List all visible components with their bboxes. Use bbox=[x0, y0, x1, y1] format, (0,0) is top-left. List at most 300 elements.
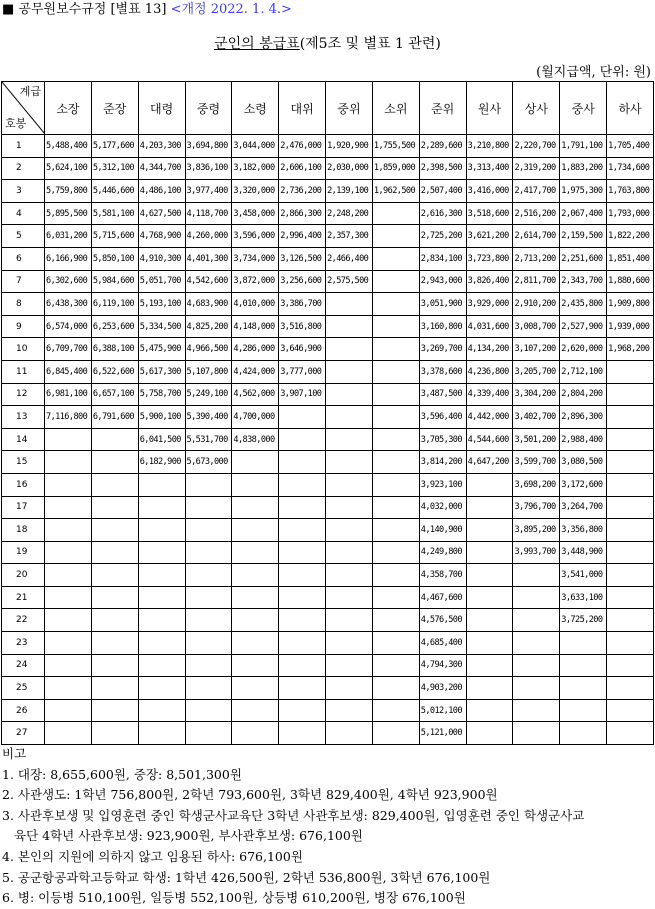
salary-cell bbox=[45, 473, 92, 496]
salary-cell: 1,968,200 bbox=[607, 338, 654, 361]
salary-cell: 3,107,200 bbox=[513, 338, 560, 361]
salary-cell: 3,264,700 bbox=[560, 496, 607, 519]
salary-cell bbox=[91, 722, 138, 745]
salary-cell bbox=[466, 496, 513, 519]
salary-cell bbox=[185, 677, 232, 700]
salary-cell bbox=[372, 722, 419, 745]
salary-cell bbox=[185, 586, 232, 609]
salary-cell: 5,249,100 bbox=[185, 383, 232, 406]
salary-cell bbox=[138, 609, 185, 632]
salary-cell: 3,320,000 bbox=[232, 180, 279, 203]
salary-cell: 2,357,300 bbox=[326, 225, 373, 248]
table-row bbox=[2, 609, 654, 632]
table-row bbox=[2, 180, 654, 203]
salary-cell bbox=[279, 609, 326, 632]
salary-cell: 5,581,100 bbox=[91, 202, 138, 225]
salary-cell: 2,248,200 bbox=[326, 202, 373, 225]
salary-cell: 6,253,600 bbox=[91, 315, 138, 338]
salary-cell bbox=[372, 586, 419, 609]
salary-cell: 6,031,200 bbox=[45, 225, 92, 248]
step-cell: 16 bbox=[2, 473, 45, 496]
step-cell: 13 bbox=[2, 406, 45, 429]
salary-cell bbox=[607, 519, 654, 542]
salary-cell: 3,458,000 bbox=[232, 202, 279, 225]
salary-cell bbox=[185, 722, 232, 745]
salary-cell: 4,031,600 bbox=[466, 315, 513, 338]
salary-cell: 3,814,200 bbox=[419, 451, 466, 474]
salary-cell bbox=[326, 609, 373, 632]
salary-cell: 6,522,600 bbox=[91, 360, 138, 383]
salary-cell: 2,466,400 bbox=[326, 247, 373, 270]
table-row bbox=[2, 270, 654, 293]
salary-cell bbox=[45, 428, 92, 451]
salary-cell: 3,080,500 bbox=[560, 451, 607, 474]
salary-cell: 2,289,600 bbox=[419, 135, 466, 158]
salary-cell: 2,319,200 bbox=[513, 157, 560, 180]
table-row bbox=[2, 451, 654, 474]
salary-cell: 1,851,400 bbox=[607, 247, 654, 270]
salary-cell: 3,378,600 bbox=[419, 360, 466, 383]
salary-cell bbox=[372, 225, 419, 248]
salary-cell: 4,910,300 bbox=[138, 247, 185, 270]
salary-cell bbox=[91, 541, 138, 564]
salary-cell bbox=[138, 632, 185, 655]
step-cell: 15 bbox=[2, 451, 45, 474]
salary-cell: 2,251,600 bbox=[560, 247, 607, 270]
salary-cell: 5,121,000 bbox=[419, 722, 466, 745]
salary-cell bbox=[607, 632, 654, 655]
step-cell: 8 bbox=[2, 293, 45, 316]
salary-cell: 5,984,600 bbox=[91, 270, 138, 293]
salary-cell: 1,975,300 bbox=[560, 180, 607, 203]
regulation-header bbox=[2, 0, 292, 20]
salary-cell: 3,205,700 bbox=[513, 360, 560, 383]
salary-cell bbox=[185, 519, 232, 542]
salary-cell: 3,977,400 bbox=[185, 180, 232, 203]
salary-cell: 5,312,100 bbox=[91, 157, 138, 180]
column-header: 중령 bbox=[185, 82, 232, 135]
salary-cell: 6,657,100 bbox=[91, 383, 138, 406]
salary-cell bbox=[326, 360, 373, 383]
column-header: 대위 bbox=[279, 82, 326, 135]
table-row bbox=[2, 202, 654, 225]
salary-cell bbox=[185, 473, 232, 496]
salary-cell: 3,599,700 bbox=[513, 451, 560, 474]
salary-cell: 4,544,600 bbox=[466, 428, 513, 451]
notes-heading: 비고 bbox=[2, 746, 27, 761]
step-cell: 17 bbox=[2, 496, 45, 519]
salary-cell: 6,709,700 bbox=[45, 338, 92, 361]
salary-cell bbox=[607, 586, 654, 609]
salary-cell: 2,343,700 bbox=[560, 270, 607, 293]
salary-cell: 3,182,000 bbox=[232, 157, 279, 180]
salary-cell: 3,698,200 bbox=[513, 473, 560, 496]
salary-cell bbox=[45, 677, 92, 700]
unit-note: (월지급액, 단위: 원) bbox=[536, 65, 651, 80]
salary-cell: 3,777,000 bbox=[279, 360, 326, 383]
salary-cell bbox=[466, 699, 513, 722]
table-row bbox=[2, 699, 654, 722]
salary-cell: 4,260,000 bbox=[185, 225, 232, 248]
salary-cell bbox=[138, 519, 185, 542]
step-cell: 12 bbox=[2, 383, 45, 406]
salary-cell bbox=[279, 586, 326, 609]
salary-cell bbox=[45, 496, 92, 519]
salary-cell: 4,140,900 bbox=[419, 519, 466, 542]
salary-cell bbox=[279, 428, 326, 451]
salary-cell bbox=[45, 609, 92, 632]
step-cell: 1 bbox=[2, 135, 45, 158]
table-corner-cell bbox=[2, 82, 45, 135]
salary-cell: 6,182,900 bbox=[138, 451, 185, 474]
salary-cell bbox=[372, 541, 419, 564]
salary-cell bbox=[372, 247, 419, 270]
salary-cell: 4,148,000 bbox=[232, 315, 279, 338]
salary-cell: 3,172,600 bbox=[560, 473, 607, 496]
salary-cell bbox=[279, 677, 326, 700]
salary-cell: 3,694,800 bbox=[185, 135, 232, 158]
salary-cell bbox=[138, 496, 185, 519]
salary-cell: 4,794,300 bbox=[419, 654, 466, 677]
salary-cell bbox=[607, 496, 654, 519]
salary-cell: 5,488,400 bbox=[45, 135, 92, 158]
salary-cell: 2,988,400 bbox=[560, 428, 607, 451]
salary-cell bbox=[560, 654, 607, 677]
salary-cell bbox=[45, 722, 92, 745]
salary-cell bbox=[45, 519, 92, 542]
salary-cell bbox=[279, 541, 326, 564]
salary-cell: 5,900,100 bbox=[138, 406, 185, 429]
salary-cell bbox=[513, 699, 560, 722]
salary-cell: 4,286,000 bbox=[232, 338, 279, 361]
step-cell: 24 bbox=[2, 654, 45, 677]
note-item: 4. 본인의 지원에 의하지 않고 임용된 하사: 676,100원 bbox=[2, 848, 303, 864]
salary-cell: 3,923,100 bbox=[419, 473, 466, 496]
salary-cell: 3,705,300 bbox=[419, 428, 466, 451]
note-item: 2. 사관생도: 1학년 756,800원, 2학년 793,600원, 3학년 829,400원, 4학년 923,900원 bbox=[2, 787, 498, 803]
salary-cell bbox=[232, 519, 279, 542]
salary-cell: 3,256,600 bbox=[279, 270, 326, 293]
salary-cell: 5,715,600 bbox=[91, 225, 138, 248]
salary-cell bbox=[138, 586, 185, 609]
salary-cell bbox=[45, 632, 92, 655]
salary-cell bbox=[326, 699, 373, 722]
salary-cell bbox=[91, 519, 138, 542]
salary-cell: 2,220,700 bbox=[513, 135, 560, 158]
salary-cell: 2,620,000 bbox=[560, 338, 607, 361]
salary-cell: 4,442,000 bbox=[466, 406, 513, 429]
step-cell: 7 bbox=[2, 270, 45, 293]
salary-cell bbox=[91, 632, 138, 655]
salary-cell: 3,734,000 bbox=[232, 247, 279, 270]
salary-cell bbox=[279, 406, 326, 429]
salary-cell: 6,041,500 bbox=[138, 428, 185, 451]
column-header: 준위 bbox=[419, 82, 466, 135]
salary-cell bbox=[513, 586, 560, 609]
salary-cell bbox=[326, 541, 373, 564]
salary-cell: 2,996,400 bbox=[279, 225, 326, 248]
salary-cell bbox=[185, 699, 232, 722]
salary-cell: 6,119,100 bbox=[91, 293, 138, 316]
step-cell: 20 bbox=[2, 564, 45, 587]
salary-cell: 3,126,500 bbox=[279, 247, 326, 270]
salary-cell bbox=[326, 496, 373, 519]
salary-cell: 2,866,300 bbox=[279, 202, 326, 225]
salary-cell: 3,269,700 bbox=[419, 338, 466, 361]
salary-cell bbox=[372, 473, 419, 496]
salary-cell: 4,647,200 bbox=[466, 451, 513, 474]
salary-cell: 4,700,000 bbox=[232, 406, 279, 429]
salary-cell bbox=[279, 699, 326, 722]
salary-cell: 4,903,200 bbox=[419, 677, 466, 700]
salary-cell: 3,646,900 bbox=[279, 338, 326, 361]
salary-cell bbox=[91, 496, 138, 519]
salary-cell bbox=[138, 473, 185, 496]
salary-cell bbox=[232, 473, 279, 496]
column-header: 하사 bbox=[607, 82, 654, 135]
salary-cell: 2,606,100 bbox=[279, 157, 326, 180]
column-header: 대령 bbox=[138, 82, 185, 135]
salary-cell bbox=[91, 609, 138, 632]
salary-cell: 4,010,000 bbox=[232, 293, 279, 316]
corner-rank-label: 계급 bbox=[19, 85, 41, 98]
salary-cell: 4,966,500 bbox=[185, 338, 232, 361]
salary-cell bbox=[91, 654, 138, 677]
salary-cell bbox=[513, 632, 560, 655]
salary-cell: 3,448,900 bbox=[560, 541, 607, 564]
salary-cell bbox=[232, 722, 279, 745]
salary-cell bbox=[607, 383, 654, 406]
salary-cell: 4,424,000 bbox=[232, 360, 279, 383]
column-header: 준장 bbox=[91, 82, 138, 135]
step-cell: 4 bbox=[2, 202, 45, 225]
salary-cell: 3,596,000 bbox=[232, 225, 279, 248]
salary-cell: 2,736,200 bbox=[279, 180, 326, 203]
salary-cell: 4,562,000 bbox=[232, 383, 279, 406]
step-cell: 6 bbox=[2, 247, 45, 270]
salary-cell: 5,051,700 bbox=[138, 270, 185, 293]
column-header: 상사 bbox=[513, 82, 560, 135]
note-item: 5. 공군항공과학고등학교 학생: 1학년 426,500원, 2학년 536,800원, 3학년 676,100원 bbox=[2, 869, 491, 885]
salary-cell bbox=[232, 586, 279, 609]
salary-cell bbox=[372, 428, 419, 451]
table-row bbox=[2, 473, 654, 496]
salary-cell bbox=[45, 654, 92, 677]
salary-cell bbox=[560, 677, 607, 700]
salary-cell bbox=[45, 586, 92, 609]
salary-cell: 3,313,400 bbox=[466, 157, 513, 180]
salary-cell: 3,993,700 bbox=[513, 541, 560, 564]
step-cell: 5 bbox=[2, 225, 45, 248]
salary-cell: 3,596,400 bbox=[419, 406, 466, 429]
salary-cell bbox=[372, 338, 419, 361]
notes-section bbox=[2, 744, 654, 909]
salary-cell: 2,725,200 bbox=[419, 225, 466, 248]
salary-cell bbox=[279, 496, 326, 519]
salary-cell: 3,633,100 bbox=[560, 586, 607, 609]
salary-cell: 3,501,200 bbox=[513, 428, 560, 451]
salary-cell: 1,793,000 bbox=[607, 202, 654, 225]
salary-cell: 2,575,500 bbox=[326, 270, 373, 293]
salary-cell: 2,834,100 bbox=[419, 247, 466, 270]
salary-cell: 4,344,700 bbox=[138, 157, 185, 180]
salary-cell bbox=[372, 654, 419, 677]
salary-cell bbox=[607, 609, 654, 632]
table-row bbox=[2, 564, 654, 587]
salary-cell bbox=[607, 699, 654, 722]
salary-cell: 4,825,200 bbox=[185, 315, 232, 338]
table-row bbox=[2, 541, 654, 564]
salary-cell bbox=[466, 609, 513, 632]
salary-cell: 2,067,400 bbox=[560, 202, 607, 225]
salary-cell bbox=[326, 519, 373, 542]
salary-cell: 5,193,100 bbox=[138, 293, 185, 316]
salary-cell: 4,838,000 bbox=[232, 428, 279, 451]
salary-cell: 5,759,800 bbox=[45, 180, 92, 203]
salary-cell bbox=[326, 473, 373, 496]
salary-cell bbox=[466, 677, 513, 700]
salary-cell bbox=[232, 609, 279, 632]
salary-cell: 4,401,300 bbox=[185, 247, 232, 270]
salary-cell bbox=[372, 609, 419, 632]
salary-cell bbox=[607, 360, 654, 383]
table-row bbox=[2, 360, 654, 383]
table-row bbox=[2, 406, 654, 429]
salary-cell: 1,859,000 bbox=[372, 157, 419, 180]
salary-cell bbox=[560, 632, 607, 655]
salary-cell bbox=[279, 722, 326, 745]
salary-cell bbox=[185, 654, 232, 677]
table-row bbox=[2, 247, 654, 270]
table-row bbox=[2, 654, 654, 677]
salary-cell: 1,883,200 bbox=[560, 157, 607, 180]
step-cell: 22 bbox=[2, 609, 45, 632]
salary-cell: 2,804,200 bbox=[560, 383, 607, 406]
salary-cell: 3,160,800 bbox=[419, 315, 466, 338]
salary-cell: 5,390,400 bbox=[185, 406, 232, 429]
salary-cell bbox=[372, 519, 419, 542]
column-header: 소장 bbox=[45, 82, 92, 135]
salary-cell bbox=[232, 564, 279, 587]
note-item: 1. 대장: 8,655,600원, 중장: 8,501,300원 bbox=[2, 766, 242, 782]
salary-cell: 6,438,300 bbox=[45, 293, 92, 316]
table-row bbox=[2, 338, 654, 361]
corner-step-label: 호봉 bbox=[5, 117, 27, 130]
salary-cell bbox=[91, 586, 138, 609]
step-cell: 14 bbox=[2, 428, 45, 451]
salary-cell: 3,487,500 bbox=[419, 383, 466, 406]
salary-cell: 7,116,800 bbox=[45, 406, 92, 429]
salary-cell: 4,685,400 bbox=[419, 632, 466, 655]
salary-cell: 5,624,100 bbox=[45, 157, 92, 180]
salary-cell bbox=[326, 586, 373, 609]
salary-cell: 3,895,200 bbox=[513, 519, 560, 542]
column-header: 중사 bbox=[560, 82, 607, 135]
salary-cell bbox=[45, 564, 92, 587]
salary-cell bbox=[279, 519, 326, 542]
salary-cell: 3,402,700 bbox=[513, 406, 560, 429]
salary-cell: 4,134,200 bbox=[466, 338, 513, 361]
salary-cell bbox=[138, 564, 185, 587]
salary-cell: 4,339,400 bbox=[466, 383, 513, 406]
table-header-row bbox=[2, 82, 654, 135]
title-suffix: (제5조 및 별표 1 관련) bbox=[299, 36, 441, 52]
table-row bbox=[2, 632, 654, 655]
salary-cell bbox=[326, 406, 373, 429]
salary-cell bbox=[138, 654, 185, 677]
salary-cell bbox=[607, 451, 654, 474]
salary-cell bbox=[560, 699, 607, 722]
step-cell: 25 bbox=[2, 677, 45, 700]
salary-cell: 3,541,000 bbox=[560, 564, 607, 587]
salary-cell: 3,621,200 bbox=[466, 225, 513, 248]
salary-cell: 3,725,200 bbox=[560, 609, 607, 632]
salary-cell bbox=[279, 564, 326, 587]
salary-cell: 5,850,100 bbox=[91, 247, 138, 270]
salary-cell bbox=[45, 699, 92, 722]
salary-cell: 4,203,300 bbox=[138, 135, 185, 158]
salary-cell: 2,527,900 bbox=[560, 315, 607, 338]
salary-cell: 3,929,000 bbox=[466, 293, 513, 316]
step-cell: 26 bbox=[2, 699, 45, 722]
salary-cell: 5,177,600 bbox=[91, 135, 138, 158]
salary-cell: 1,909,800 bbox=[607, 293, 654, 316]
salary-cell bbox=[232, 677, 279, 700]
salary-cell: 3,518,600 bbox=[466, 202, 513, 225]
salary-cell bbox=[138, 699, 185, 722]
salary-cell bbox=[232, 541, 279, 564]
salary-cell: 5,107,800 bbox=[185, 360, 232, 383]
salary-cell: 2,616,300 bbox=[419, 202, 466, 225]
table-row bbox=[2, 586, 654, 609]
salary-cell bbox=[560, 722, 607, 745]
column-header: 소령 bbox=[232, 82, 279, 135]
step-cell: 10 bbox=[2, 338, 45, 361]
salary-cell bbox=[91, 564, 138, 587]
salary-cell: 5,673,000 bbox=[185, 451, 232, 474]
salary-cell bbox=[326, 677, 373, 700]
salary-cell bbox=[138, 722, 185, 745]
salary-cell bbox=[326, 722, 373, 745]
salary-cell: 6,981,100 bbox=[45, 383, 92, 406]
salary-cell bbox=[607, 722, 654, 745]
table-row bbox=[2, 496, 654, 519]
salary-cell: 1,755,500 bbox=[372, 135, 419, 158]
salary-cell bbox=[372, 677, 419, 700]
salary-cell bbox=[372, 632, 419, 655]
salary-cell bbox=[466, 586, 513, 609]
salary-cell: 1,705,400 bbox=[607, 135, 654, 158]
salary-cell: 2,614,700 bbox=[513, 225, 560, 248]
salary-cell bbox=[185, 496, 232, 519]
salary-cell bbox=[607, 473, 654, 496]
salary-cell bbox=[138, 677, 185, 700]
salary-cell bbox=[466, 541, 513, 564]
salary-cell: 2,435,800 bbox=[560, 293, 607, 316]
salary-cell: 2,896,300 bbox=[560, 406, 607, 429]
salary-cell bbox=[279, 451, 326, 474]
salary-cell: 2,398,500 bbox=[419, 157, 466, 180]
salary-cell bbox=[513, 609, 560, 632]
table-row bbox=[2, 677, 654, 700]
salary-cell: 3,044,000 bbox=[232, 135, 279, 158]
salary-cell: 4,249,800 bbox=[419, 541, 466, 564]
step-cell: 11 bbox=[2, 360, 45, 383]
salary-cell bbox=[91, 428, 138, 451]
salary-cell: 5,758,700 bbox=[138, 383, 185, 406]
page-title bbox=[0, 33, 655, 53]
salary-cell bbox=[279, 473, 326, 496]
